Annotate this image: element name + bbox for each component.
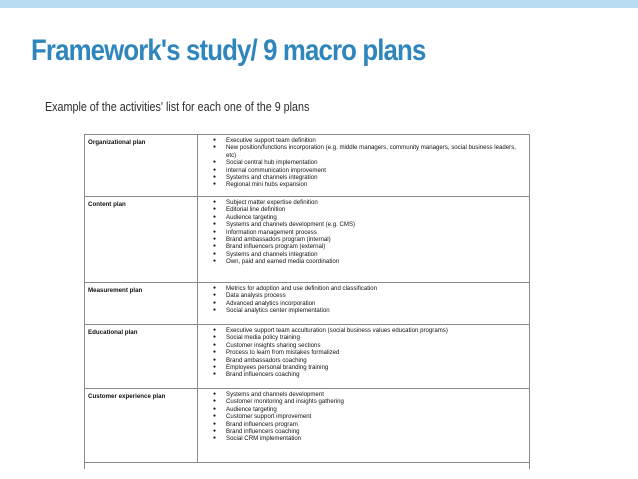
list-item: [198, 181, 529, 188]
bullet-icon: ●: [212, 334, 216, 341]
list-item: [198, 327, 529, 334]
bullet-icon: ●: [212, 428, 216, 435]
list-item: [198, 214, 529, 221]
activity-text: Information management process: [226, 228, 317, 236]
activities-cell: [198, 389, 529, 462]
list-item: [198, 251, 529, 258]
activity-text: Subject matter expertise definition: [226, 199, 318, 206]
bullet-icon: ●: [212, 391, 216, 397]
activity-text: Advanced analytics incorporation: [226, 299, 316, 307]
bullet-icon: ●: [212, 413, 216, 420]
plan-name-cell: Customer experience plan: [85, 389, 198, 462]
bullet-icon: ●: [212, 159, 216, 166]
plan-name-cell: Educational plan: [85, 325, 198, 388]
bullet-icon: ●: [212, 341, 216, 348]
activity-text: Social central hub implementation: [226, 159, 318, 167]
list-item: [198, 413, 529, 420]
activity-text: Own, paid and earned media coordination: [226, 258, 340, 266]
activity-text: Social CRM implementation: [226, 435, 302, 443]
bullet-icon: ●: [212, 206, 216, 213]
bullet-icon: ●: [212, 398, 216, 405]
bullet-icon: ●: [212, 292, 216, 299]
list-item: [198, 144, 529, 159]
bullet-icon: ●: [212, 199, 216, 205]
list-item: [198, 221, 529, 228]
activity-text: Customer support improvement: [226, 413, 312, 421]
activity-text: Internal communication improvement: [226, 166, 326, 174]
slide-title: Framework's study/ 9 macro plans: [31, 34, 426, 67]
list-item: [198, 371, 529, 378]
bullet-icon: ●: [212, 228, 216, 235]
activity-text: Metrics for adoption and use definition and classification: [226, 285, 378, 292]
activity-text: Data analysis process: [226, 292, 286, 300]
list-item: [198, 167, 529, 174]
activity-text: Audience targeting: [226, 213, 277, 221]
bullet-icon: ●: [212, 364, 216, 371]
bullet-icon: ●: [212, 349, 216, 356]
activities-cell: [198, 197, 529, 282]
bullet-icon: ●: [212, 166, 216, 173]
list-item: [198, 159, 529, 166]
activity-text: Customer insights sharing sections: [226, 341, 321, 349]
top-accent-bar: [0, 0, 638, 8]
list-item: [198, 421, 529, 428]
list-item: [198, 292, 529, 299]
bullet-icon: ●: [212, 243, 216, 250]
bullet-icon: ●: [212, 144, 216, 151]
activity-text: New position/functions incorporation (e.g. middle managers, community managers, social business leaders, etc): [226, 144, 516, 159]
activity-text: Brand influencers coaching: [226, 428, 300, 436]
activities-cell: [198, 135, 529, 196]
bullet-icon: ●: [212, 299, 216, 306]
list-item: [198, 137, 529, 144]
list-item: [198, 285, 529, 292]
bullet-icon: ●: [212, 174, 216, 181]
list-item: [198, 428, 529, 435]
bullet-icon: ●: [212, 250, 216, 257]
list-item: [198, 342, 529, 349]
activity-text: Customer monitoring and insights gathering: [226, 398, 344, 406]
table-row: [85, 135, 529, 197]
table-row: [85, 389, 529, 463]
list-item: [198, 398, 529, 405]
activity-text: Executive support team acculturation (social business values education programs): [226, 327, 448, 334]
bullet-icon: ●: [212, 435, 216, 442]
list-item: [198, 229, 529, 236]
activity-text: Systems and channels development (e.g. CMS): [226, 221, 356, 229]
bullet-icon: ●: [212, 213, 216, 220]
bullet-icon: ●: [212, 221, 216, 228]
list-item: [198, 258, 529, 265]
plan-name-cell: Organizational plan: [85, 135, 198, 196]
list-item: [198, 174, 529, 181]
activity-text: Regional mini hubs expansion: [226, 181, 308, 189]
bullet-icon: ●: [212, 420, 216, 427]
activity-text: Social media policy training: [226, 334, 300, 342]
list-item: [198, 243, 529, 250]
activity-text: Brand ambassadors program (internal): [226, 236, 331, 244]
activity-text: Systems and channels development: [226, 391, 324, 398]
activity-text: Employees personal branding training: [226, 364, 329, 372]
bullet-icon: ●: [212, 405, 216, 412]
list-item: [198, 300, 529, 307]
list-item: [198, 406, 529, 413]
plan-name-cell: Content plan: [85, 197, 198, 282]
list-item: [198, 206, 529, 213]
bullet-icon: ●: [212, 307, 216, 314]
activities-cell: [198, 283, 529, 324]
activity-text: Editorial line definition: [226, 206, 286, 214]
slide-subtitle: Example of the activities' list for each one of the 9 plans: [45, 100, 310, 114]
list-item: [198, 199, 529, 206]
activities-cell: [198, 325, 529, 388]
list-item: [198, 435, 529, 442]
table-row: [85, 325, 529, 389]
list-item: [198, 334, 529, 341]
plans-table: [84, 134, 530, 469]
activity-text: Brand influencers program (external): [226, 243, 326, 251]
bullet-icon: ●: [212, 258, 216, 265]
table-row: [85, 283, 529, 325]
bullet-icon: ●: [212, 236, 216, 243]
activity-text: Brand influencers coaching: [226, 371, 300, 379]
bullet-icon: ●: [212, 181, 216, 188]
bullet-icon: ●: [212, 137, 216, 143]
list-item: [198, 307, 529, 314]
activity-text: Systems and channels integration: [226, 174, 318, 182]
activity-text: Audience targeting: [226, 405, 277, 413]
activity-text: Process to learn from mistakes formalized: [226, 349, 340, 357]
bullet-icon: ●: [212, 285, 216, 291]
bullet-icon: ●: [212, 371, 216, 378]
bullet-icon: ●: [212, 356, 216, 363]
activity-text: Brand influencers program: [226, 420, 298, 428]
plan-name-cell: Measurement plan: [85, 283, 198, 324]
bullet-icon: ●: [212, 327, 216, 333]
activity-text: Systems and channels integration: [226, 250, 318, 258]
list-item: [198, 364, 529, 371]
activity-text: Brand ambassadors coaching: [226, 356, 307, 364]
activity-text: Executive support team definition: [226, 137, 316, 144]
list-item: [198, 357, 529, 364]
list-item: [198, 391, 529, 398]
activity-text: Social analytics center implementation: [226, 307, 330, 315]
list-item: [198, 349, 529, 356]
list-item: [198, 236, 529, 243]
table-row: [85, 197, 529, 283]
